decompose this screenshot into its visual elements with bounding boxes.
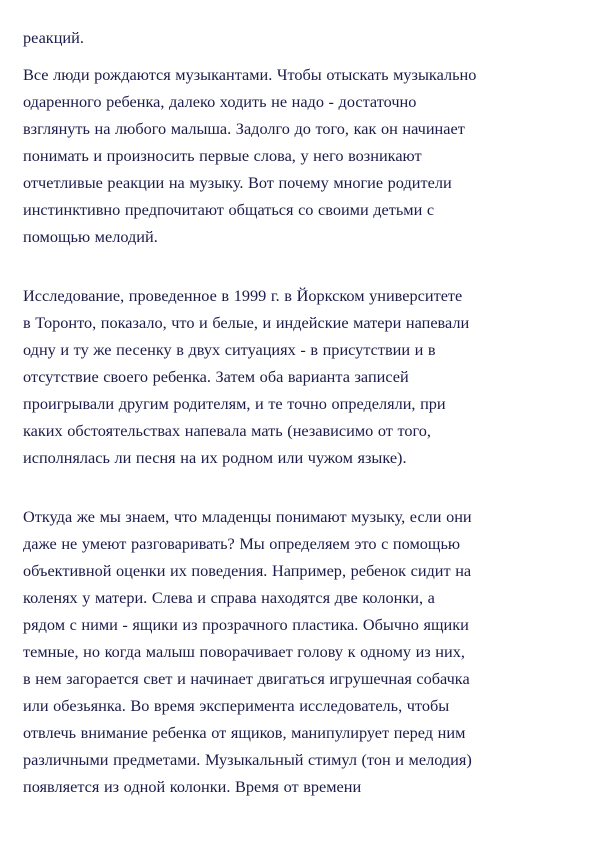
paragraph-musicians-born	[23, 61, 588, 250]
text-line: одну и ту же песенку в двух ситуациях - в присутствии и в	[23, 340, 436, 359]
text-line: каких обстоятельствах напевала мать (независимо от того,	[23, 421, 431, 440]
text-line: помощью мелодий.	[23, 227, 158, 246]
text-line: Все люди рождаются музыкантами. Чтобы отыскать музыкально	[23, 65, 477, 84]
text-line: рядом с ними - ящики из прозрачного пластика. Обычно ящики	[23, 615, 469, 634]
text-line: различными предметами. Музыкальный стимул (тон и мелодия)	[23, 750, 472, 769]
text-line: инстинктивно предпочитают общаться со своими детьми с	[23, 200, 435, 219]
text-line: отсутствие своего ребенка. Затем оба варианта записей	[23, 367, 409, 386]
text-line: Откуда же мы знаем, что младенцы понимают музыку, если они	[23, 507, 472, 526]
paragraph-continuation	[23, 24, 588, 51]
paragraph-infant-experiment	[23, 503, 588, 800]
text-line: понимать и произносить первые слова, у него возникают	[23, 146, 422, 165]
text-line: одаренного ребенка, далеко ходить не надо - достаточно	[23, 92, 417, 111]
text-line: отчетливые реакции на музыку. Вот почему многие родители	[23, 173, 452, 192]
paragraph-york-study	[23, 282, 588, 471]
text-line: взглянуть на любого малыша. Задолго до того, как он начинает	[23, 119, 465, 138]
text-line: реакций.	[23, 28, 84, 47]
text-line: или обезьянка. Во время эксперимента исследователь, чтобы	[23, 696, 450, 715]
text-line: объективной оценки их поведения. Например, ребенок сидит на	[23, 561, 472, 580]
text-line: появляется из одной колонки. Время от времени	[23, 777, 362, 796]
text-line: исполнялась ли песня на их родном или чужом языке).	[23, 448, 407, 467]
text-line: темные, но когда малыш поворачивает голову к одному из них,	[23, 642, 465, 661]
text-line: отвлечь внимание ребенка от ящиков, манипулирует перед ним	[23, 723, 466, 742]
text-line: Исследование, проведенное в 1999 г. в Йоркском университете	[23, 286, 463, 305]
text-line: коленях у матери. Слева и справа находятся две колонки, а	[23, 588, 435, 607]
text-line: в Торонто, показало, что и белые, и индейские матери напевали	[23, 313, 470, 332]
text-line: в нем загорается свет и начинает двигаться игрушечная собачка	[23, 669, 470, 688]
text-line: даже не умеют разговаривать? Мы определяем это с помощью	[23, 534, 461, 553]
text-line: проигрывали другим родителям, и те точно определяли, при	[23, 394, 446, 413]
